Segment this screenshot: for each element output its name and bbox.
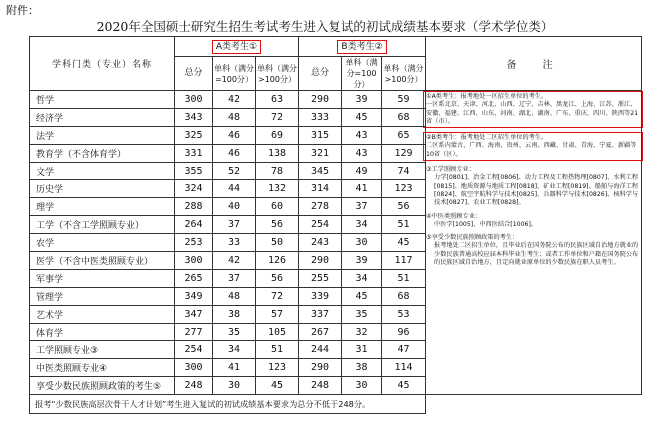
a-single-100-cell: 42 [213, 91, 256, 109]
b-total-cell: 255 [299, 269, 342, 287]
a-total-header: 总分 [175, 57, 213, 91]
b-single-over100-cell: 47 [382, 341, 426, 359]
b-single-100-cell: 49 [342, 162, 382, 180]
a-single-100-cell: 42 [213, 252, 256, 270]
a-single-over100-cell: 60 [256, 198, 299, 216]
a-single-100-cell: 35 [213, 323, 256, 341]
note-3-title: ③工学照顾专业： [426, 166, 475, 174]
a-single-over100-cell: 63 [256, 91, 299, 109]
b-single-100-cell: 35 [342, 305, 382, 323]
a-single-over100-cell: 69 [256, 126, 299, 144]
note-a-body: 一区系北京、天津、河北、山西、辽宁、吉林、黑龙江、上海、江苏、浙江、安徽、福建、江西、山东、河南、湖北、湖南、广东、重庆、四川、陕西等21省（市）。 [426, 101, 639, 125]
b-total-header: 总分 [299, 57, 342, 91]
b-single-over100-header: 单科（满分>100分） [382, 57, 426, 91]
b-total-cell: 244 [299, 341, 342, 359]
b-single-over100-cell: 51 [382, 269, 426, 287]
note-5 [426, 234, 641, 267]
note-4 [426, 213, 641, 230]
discipline-name: 工学照顾专业③ [30, 341, 175, 359]
b-single-over100-cell: 56 [382, 198, 426, 216]
a-single-100-cell: 48 [213, 108, 256, 126]
note-b-body: 二区系内蒙古、广西、海南、贵州、云南、西藏、甘肃、青海、宁夏、新疆等10省（区）。 [426, 142, 637, 158]
a-total-cell: 331 [175, 144, 213, 162]
a-single-100-header: 单科（满分=100分） [213, 57, 256, 91]
b-single-100-cell: 39 [342, 91, 382, 109]
b-single-100-cell: 34 [342, 216, 382, 234]
a-total-cell: 300 [175, 359, 213, 377]
discipline-name: 军事学 [30, 269, 175, 287]
a-total-cell: 300 [175, 252, 213, 270]
b-single-over100-cell: 114 [382, 359, 426, 377]
a-single-over100-cell: 56 [256, 216, 299, 234]
a-single-over100-cell: 123 [256, 359, 299, 377]
b-single-over100-cell: 68 [382, 287, 426, 305]
a-total-cell: 349 [175, 287, 213, 305]
b-single-100-cell: 30 [342, 377, 382, 395]
b-single-100-cell: 38 [342, 359, 382, 377]
a-single-100-cell: 33 [213, 234, 256, 252]
a-total-cell: 343 [175, 108, 213, 126]
b-single-over100-cell: 59 [382, 91, 426, 109]
b-single-100-cell: 39 [342, 252, 382, 270]
b-single-100-cell: 31 [342, 341, 382, 359]
discipline-name: 中医类照顾专业④ [30, 359, 175, 377]
b-total-cell: 339 [299, 287, 342, 305]
b-single-100-cell: 43 [342, 144, 382, 162]
a-total-cell: 288 [175, 198, 213, 216]
b-single-over100-cell: 74 [382, 162, 426, 180]
note-5-title: ⑤享受少数民族照顾政策的考生： [426, 234, 519, 242]
b-single-100-cell: 45 [342, 108, 382, 126]
a-single-100-cell: 37 [213, 269, 256, 287]
a-single-over100-cell: 51 [256, 341, 299, 359]
a-single-over100-header: 单科（满分>100分） [256, 57, 299, 91]
a-total-cell: 324 [175, 180, 213, 198]
b-single-100-cell: 37 [342, 198, 382, 216]
b-single-over100-cell: 51 [382, 216, 426, 234]
a-single-over100-cell: 132 [256, 180, 299, 198]
discipline-name: 理学 [30, 198, 175, 216]
b-single-100-cell: 30 [342, 234, 382, 252]
a-total-cell: 254 [175, 341, 213, 359]
b-single-100-cell: 41 [342, 180, 382, 198]
a-single-over100-cell: 57 [256, 305, 299, 323]
a-single-over100-cell: 126 [256, 252, 299, 270]
discipline-name: 工学（不含工学照顾专业） [30, 216, 175, 234]
discipline-name: 教育学（不含体育学） [30, 144, 175, 162]
a-total-cell: 347 [175, 305, 213, 323]
a-total-cell: 264 [175, 216, 213, 234]
b-single-100-cell: 43 [342, 126, 382, 144]
score-requirements-table [29, 36, 642, 414]
b-total-cell: 290 [299, 359, 342, 377]
a-single-100-cell: 46 [213, 144, 256, 162]
b-total-cell: 333 [299, 108, 342, 126]
a-single-100-cell: 48 [213, 287, 256, 305]
remarks-header: 备 注 [426, 37, 642, 91]
discipline-name: 农学 [30, 234, 175, 252]
a-single-100-cell: 34 [213, 341, 256, 359]
discipline-name: 哲学 [30, 91, 175, 109]
b-single-over100-cell: 45 [382, 234, 426, 252]
remarks-cell [426, 91, 642, 395]
note-a-title: ①A类考生：报考地处一区招生单位的考生。 [426, 93, 548, 100]
b-single-over100-cell: 65 [382, 126, 426, 144]
discipline-name: 艺术学 [30, 305, 175, 323]
discipline-name: 体育学 [30, 323, 175, 341]
group-a-label: A类考生① [212, 40, 261, 54]
discipline-name: 经济学 [30, 108, 175, 126]
b-single-100-cell: 34 [342, 269, 382, 287]
a-single-over100-cell: 56 [256, 269, 299, 287]
discipline-name: 医学（不含中医类照顾专业） [30, 252, 175, 270]
a-single-100-cell: 40 [213, 198, 256, 216]
a-single-over100-cell: 105 [256, 323, 299, 341]
a-single-over100-cell: 78 [256, 162, 299, 180]
b-single-100-cell: 32 [342, 323, 382, 341]
discipline-name: 管理学 [30, 287, 175, 305]
b-single-100-cell: 45 [342, 287, 382, 305]
discipline-name: 历史学 [30, 180, 175, 198]
group-b-header [299, 37, 426, 57]
b-total-cell: 290 [299, 91, 342, 109]
table-row [30, 91, 642, 109]
a-single-100-cell: 37 [213, 216, 256, 234]
a-single-100-cell: 41 [213, 359, 256, 377]
b-total-cell: 321 [299, 144, 342, 162]
a-total-cell: 300 [175, 91, 213, 109]
a-single-over100-cell: 138 [256, 144, 299, 162]
a-total-cell: 355 [175, 162, 213, 180]
discipline-header: 学科门类（专业）名称 [30, 37, 175, 91]
note-3-body: 力学[0801]、冶金工程[0806]、动力工程及工程热物理[0807]、水利工程[0815]、地质资源与地质工程[0818]、矿业工程[0819]、船舶与海洋工程[0824]、航空宇航科学与技术[0825]、兵器科学与技术[0826]、核科学与技术[0827]、农业工程[0828]。 [434, 174, 639, 207]
a-single-over100-cell: 72 [256, 108, 299, 126]
a-total-cell: 265 [175, 269, 213, 287]
note-4-title: ④中医类照顾专业： [426, 212, 482, 220]
discipline-name: 文学 [30, 162, 175, 180]
b-single-over100-cell: 68 [382, 108, 426, 126]
b-single-over100-cell: 123 [382, 180, 426, 198]
group-b-label: B类考生② [337, 40, 386, 54]
a-total-cell: 277 [175, 323, 213, 341]
b-total-cell: 345 [299, 162, 342, 180]
a-single-100-cell: 46 [213, 126, 256, 144]
note-b-title: ②B类考生：报考地处二区招生单位的考生。 [426, 134, 548, 142]
b-single-over100-cell: 117 [382, 252, 426, 270]
a-single-100-cell: 38 [213, 305, 256, 323]
a-single-over100-cell: 45 [256, 377, 299, 395]
b-total-cell: 248 [299, 377, 342, 395]
b-total-cell: 278 [299, 198, 342, 216]
b-total-cell: 315 [299, 126, 342, 144]
a-single-100-cell: 52 [213, 162, 256, 180]
a-single-over100-cell: 50 [256, 234, 299, 252]
b-single-over100-cell: 129 [382, 144, 426, 162]
b-single-over100-cell: 45 [382, 377, 426, 395]
note-5-body: 报考地处二区招生单位，且毕业后在国务院公布的民族区域自治地方就业的少数民族普通高校应届本科毕业生考生；或者工作单位和户籍在国务院公布的民族区域自治地方，且定向就业原单位的少数民族在职人员考生。 [434, 242, 639, 267]
b-single-over100-cell: 53 [382, 305, 426, 323]
b-total-cell: 314 [299, 180, 342, 198]
b-total-cell: 290 [299, 252, 342, 270]
b-single-over100-cell: 96 [382, 323, 426, 341]
document-title: 2020年全国硕士研究生招生考试考生进入复试的初试成绩基本要求（学术学位类） [96, 19, 554, 34]
table-footer-note: 报考“少数民族高层次骨干人才计划”考生进入复试的初试成绩基本要求为总分不低于248分。 [30, 395, 426, 414]
a-single-100-cell: 44 [213, 180, 256, 198]
attachment-label: 附件： [6, 4, 39, 17]
note-b-box [423, 132, 643, 161]
a-total-cell: 248 [175, 377, 213, 395]
note-3 [426, 166, 641, 207]
a-single-100-cell: 30 [213, 377, 256, 395]
b-total-cell: 243 [299, 234, 342, 252]
discipline-name: 享受少数民族照顾政策的考生⑤ [30, 377, 175, 395]
a-total-cell: 325 [175, 126, 213, 144]
b-single-100-header: 单科（满分=100分） [342, 57, 382, 91]
b-total-cell: 267 [299, 323, 342, 341]
note-a-box [423, 91, 643, 128]
group-a-header [175, 37, 299, 57]
b-total-cell: 337 [299, 305, 342, 323]
b-total-cell: 254 [299, 216, 342, 234]
a-single-over100-cell: 72 [256, 287, 299, 305]
a-total-cell: 253 [175, 234, 213, 252]
note-4-body: 中医学[1005]、中西医结合[1006]。 [434, 220, 538, 228]
discipline-name: 法学 [30, 126, 175, 144]
